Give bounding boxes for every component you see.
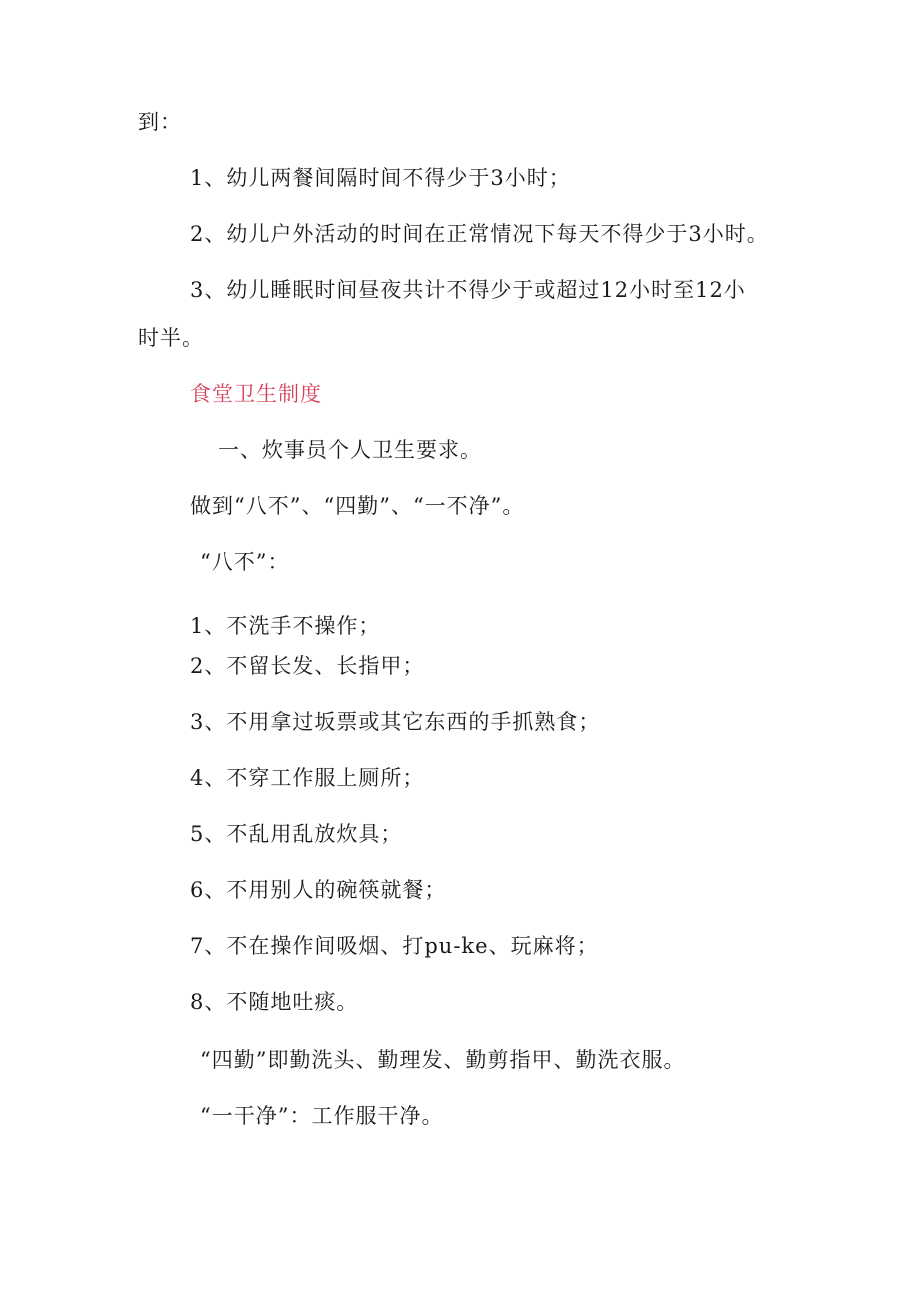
eight-nots-item: 7、不在操作间吸烟、打pu-ke、玩麻将； — [190, 934, 599, 958]
eight-nots-item: 6、不用别人的碗筷就餐； — [190, 878, 447, 902]
schedule-item: 3、幼儿睡眠时间昼夜共计不得少于或超过12小时至12小 — [190, 278, 746, 302]
section-heading: 食堂卫生制度 — [190, 382, 322, 406]
eight-nots-item: 3、不用拿过坂票或其它东西的手抓熟食； — [190, 710, 601, 734]
eight-nots-item: 5、不乱用乱放炊具； — [190, 822, 403, 846]
eight-nots-label: “八不”： — [200, 550, 290, 574]
eight-nots-item: 2、不留长发、长指甲； — [190, 654, 425, 678]
one-clean-text: “一干净”：工作服干净。 — [200, 1104, 444, 1128]
eight-nots-item: 4、不穿工作服上厕所； — [190, 766, 425, 790]
schedule-item: 1、幼儿两餐间隔时间不得少于3小时； — [190, 166, 571, 190]
schedule-item: 2、幼儿户外活动的时间在正常情况下每天不得少于3小时。 — [190, 222, 769, 246]
four-diligences-text: “四勤”即勤洗头、勤理发、勤剪指甲、勤洗衣服。 — [200, 1048, 686, 1072]
eight-nots-item: 8、不随地吐痰。 — [190, 990, 359, 1014]
schedule-item-continuation: 时半。 — [138, 326, 204, 350]
section-subheading: 一、炊事员个人卫生要求。 — [218, 438, 482, 462]
intro-tail-text: 到： — [138, 110, 182, 134]
eight-nots-item: 1、不洗手不操作； — [190, 614, 381, 638]
summary-text: 做到“八不”、“四勤”、“一不净”。 — [190, 494, 525, 518]
